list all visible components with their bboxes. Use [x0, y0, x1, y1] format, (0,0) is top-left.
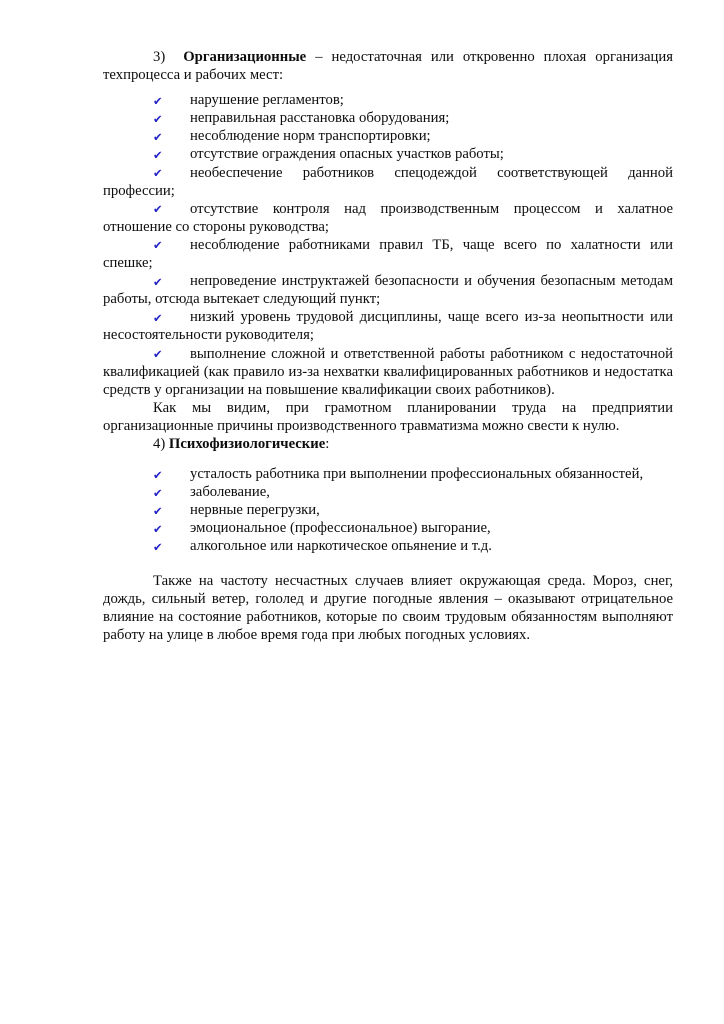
- list-item-text: заболевание,: [190, 484, 270, 501]
- list-item-text: эмоциональное (профессиональное) выгорание,: [190, 520, 491, 537]
- list-item-text: выполнение сложной и ответственной работы работником с недостаточной квалификацией (как правило из-за нехватки квалифицированных работников и недостатка средств у организации на повышение квалификации своих работников).: [103, 345, 673, 398]
- list-item: [103, 236, 673, 272]
- list-item-text: алкогольное или наркотическое опьянение и т.д.: [190, 538, 492, 555]
- list-item-text: необеспечение работников спецодеждой соответствующей данной профессии;: [103, 164, 673, 199]
- list-item-text: нарушение регламентов;: [190, 92, 344, 109]
- list-item: [103, 164, 673, 200]
- spacer: [103, 84, 673, 91]
- check-icon: ✔: [153, 111, 163, 126]
- list-item-text: усталость работника при выполнении профессиональных обязанностей,: [190, 466, 644, 483]
- organizational-closing-paragraph: Как мы видим, при грамотном планировании труда на предприятии организационные причины производственного травматизма можно свести к нулю.: [103, 399, 673, 434]
- spacer: [103, 453, 673, 465]
- check-icon: ✔: [153, 166, 163, 181]
- list-item-text: отсутствие контроля над производственным процессом и халатное отношение со стороны руководства;: [103, 200, 673, 235]
- section-title-organizational: Организационные: [183, 49, 307, 65]
- psychophysiological-causes-list: [103, 465, 673, 555]
- check-icon: ✔: [153, 503, 163, 518]
- list-item: [103, 127, 673, 145]
- check-icon: ✔: [153, 310, 163, 325]
- list-item-text: нервные перегрузки,: [190, 502, 320, 519]
- check-icon: ✔: [153, 521, 163, 536]
- check-icon: ✔: [153, 467, 163, 482]
- section-heading-organizational: [103, 48, 673, 84]
- list-item-text: низкий уровень трудовой дисциплины, чаще всего из-за неопытности или несостоятельности руководителя;: [103, 309, 673, 344]
- list-item: [103, 519, 673, 537]
- check-icon: ✔: [153, 238, 163, 253]
- list-item: [103, 272, 673, 308]
- section-heading-tail-psychophysiological: :: [325, 435, 330, 452]
- check-icon: ✔: [153, 147, 163, 162]
- spacer: [103, 556, 673, 572]
- check-icon: ✔: [153, 485, 163, 500]
- check-icon: ✔: [153, 202, 163, 217]
- list-item: [103, 200, 673, 236]
- check-icon: ✔: [153, 347, 163, 361]
- list-item-text: неправильная расстановка оборудования;: [190, 110, 450, 127]
- final-paragraph: Также на частоту несчастных случаев влияет окружающая среда. Мороз, снег, дождь, сильный ветер, гололед и другие погодные явления – оказывают отрицательное влияние на состояние работников, которые по своим трудовым обязанностям выполняют работу на улице в любое время года при любых погодных условиях.: [103, 572, 673, 643]
- list-item: [103, 501, 673, 519]
- list-item: [103, 537, 673, 555]
- section-number-organizational: 3): [153, 49, 166, 65]
- check-icon: ✔: [153, 129, 163, 144]
- document-body: [103, 48, 673, 644]
- section-heading-psychophysiological: [103, 435, 673, 453]
- list-item: [103, 145, 673, 163]
- list-item-text: отсутствие ограждения опасных участков работы;: [190, 146, 504, 163]
- list-item: [103, 109, 673, 127]
- check-icon: ✔: [153, 274, 163, 289]
- check-icon: ✔: [153, 539, 163, 554]
- organizational-causes-list: [103, 91, 673, 399]
- list-item: [103, 483, 673, 501]
- section-number-psychophysiological: 4): [153, 435, 166, 452]
- list-item: [103, 91, 673, 109]
- section-heading-tail-organizational: – недостаточная или откровенно плохая организация техпроцесса и рабочих мест:: [103, 49, 674, 84]
- list-item-text: несоблюдение работниками правил ТБ, чаще всего по халатности или спешке;: [103, 236, 673, 272]
- list-item-text: несоблюдение норм транспортировки;: [190, 128, 431, 145]
- list-item: [103, 465, 673, 483]
- check-icon: ✔: [153, 93, 163, 108]
- list-item-text: непроведение инструктажей безопасности и обучения безопасным методам работы, отсюда вытекает следующий пункт;: [103, 273, 673, 308]
- list-item: [103, 345, 673, 399]
- list-item: [103, 308, 673, 344]
- section-title-psychophysiological: Психофизиологические: [168, 435, 326, 452]
